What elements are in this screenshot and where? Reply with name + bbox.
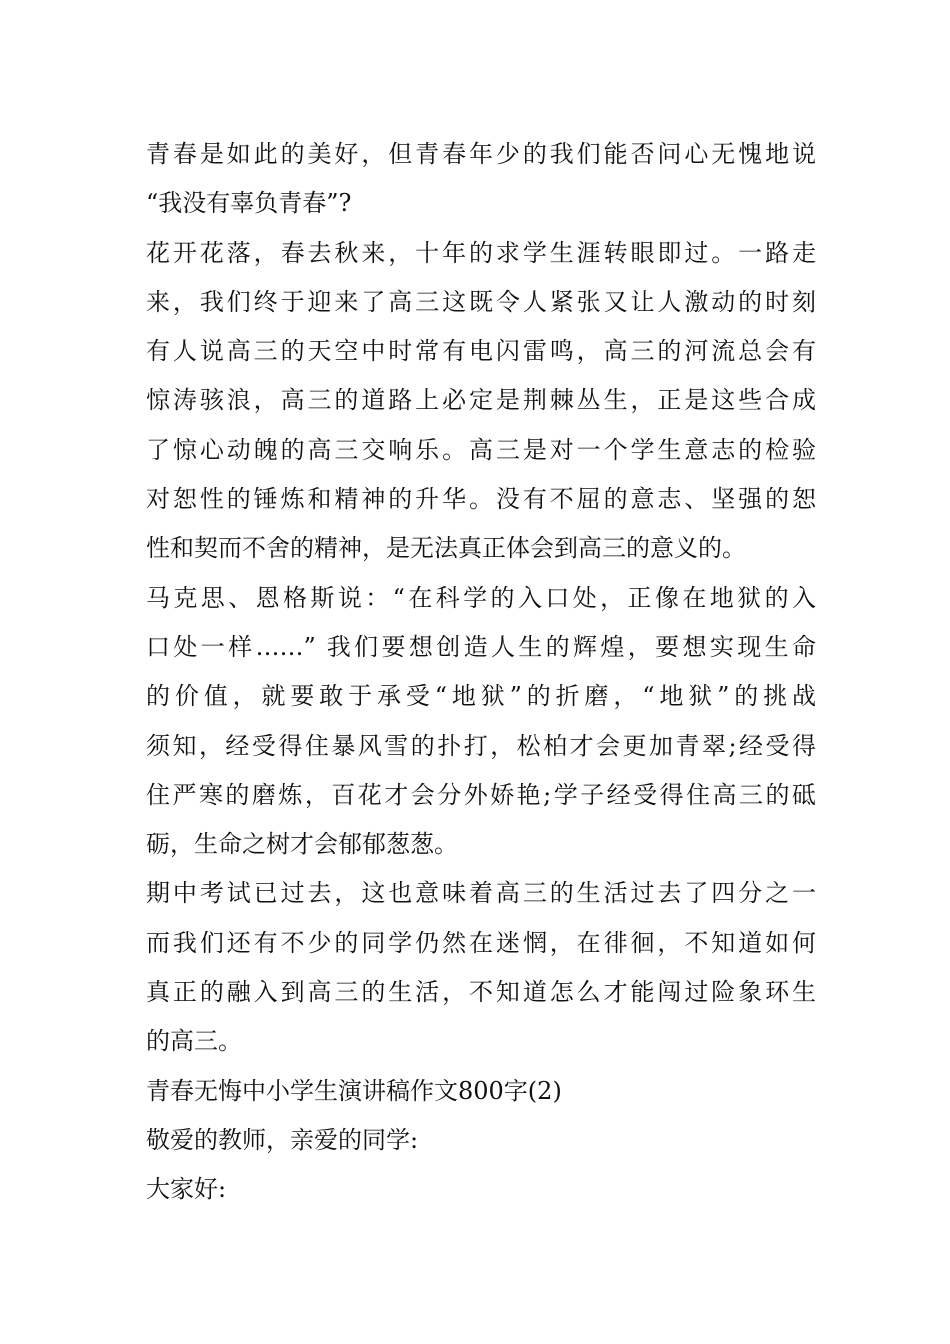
section-heading: 青春无悔中小学生演讲稿作文800字(2) xyxy=(146,1076,562,1105)
text-line: 马克思、恩格斯说：“在科学的入口处，正像在地狱的入 xyxy=(146,583,816,612)
text-line: 口处一样……” 我们要想创造人生的辉煌，要想实现生命 xyxy=(146,632,816,661)
text-line: 来，我们终于迎来了高三这既令人紧张又让人激动的时刻 xyxy=(146,287,816,316)
text-line: 砺，生命之树才会郁郁葱葱。 xyxy=(146,830,458,859)
document-body xyxy=(146,130,816,1215)
text-line: 青春是如此的美好，但青春年少的我们能否问心无愧地说 xyxy=(146,140,816,168)
text-line: 而我们还有不少的同学仍然在迷惘，在徘徊，不知道如何 xyxy=(146,928,816,957)
salutation: 敬爱的教师，亲爱的同学: xyxy=(146,1125,419,1154)
text-line: 真正的融入到高三的生活，不知道怎么才能闯过险象环生 xyxy=(146,978,816,1007)
greeting: 大家好: xyxy=(146,1175,227,1204)
text-line: 对恕性的锤炼和精神的升华。没有不屈的意志、坚强的恕 xyxy=(146,485,816,514)
text-line: “我没有辜负青春”? xyxy=(146,189,352,218)
text-line: 的价值，就要敢于承受“地狱”的折磨，“地狱”的挑战 xyxy=(146,682,816,711)
text-line: 有人说高三的天空中时常有电闪雷鸣，高三的河流总会有 xyxy=(146,337,816,366)
text-line: 性和契而不舍的精神，是无法真正体会到高三的意义的。 xyxy=(146,534,746,563)
text-line: 期中考试已过去，这也意味着高三的生活过去了四分之一 xyxy=(146,879,816,908)
text-line: 了惊心动魄的高三交响乐。高三是对一个学生意志的检验 xyxy=(146,435,816,464)
text-line: 须知，经受得住暴风雪的扑打，松柏才会更加青翠;经受得 xyxy=(146,731,816,760)
text-line: 花开花落，春去秋来，十年的求学生涯转眼即过。一路走 xyxy=(146,238,816,267)
text-line: 的高三。 xyxy=(146,1027,242,1056)
text-line: 住严寒的磨炼，百花才会分外娇艳;学子经受得住高三的砥 xyxy=(146,780,816,809)
text-line: 惊涛骇浪，高三的道路上必定是荆棘丛生，正是这些合成 xyxy=(146,386,816,415)
